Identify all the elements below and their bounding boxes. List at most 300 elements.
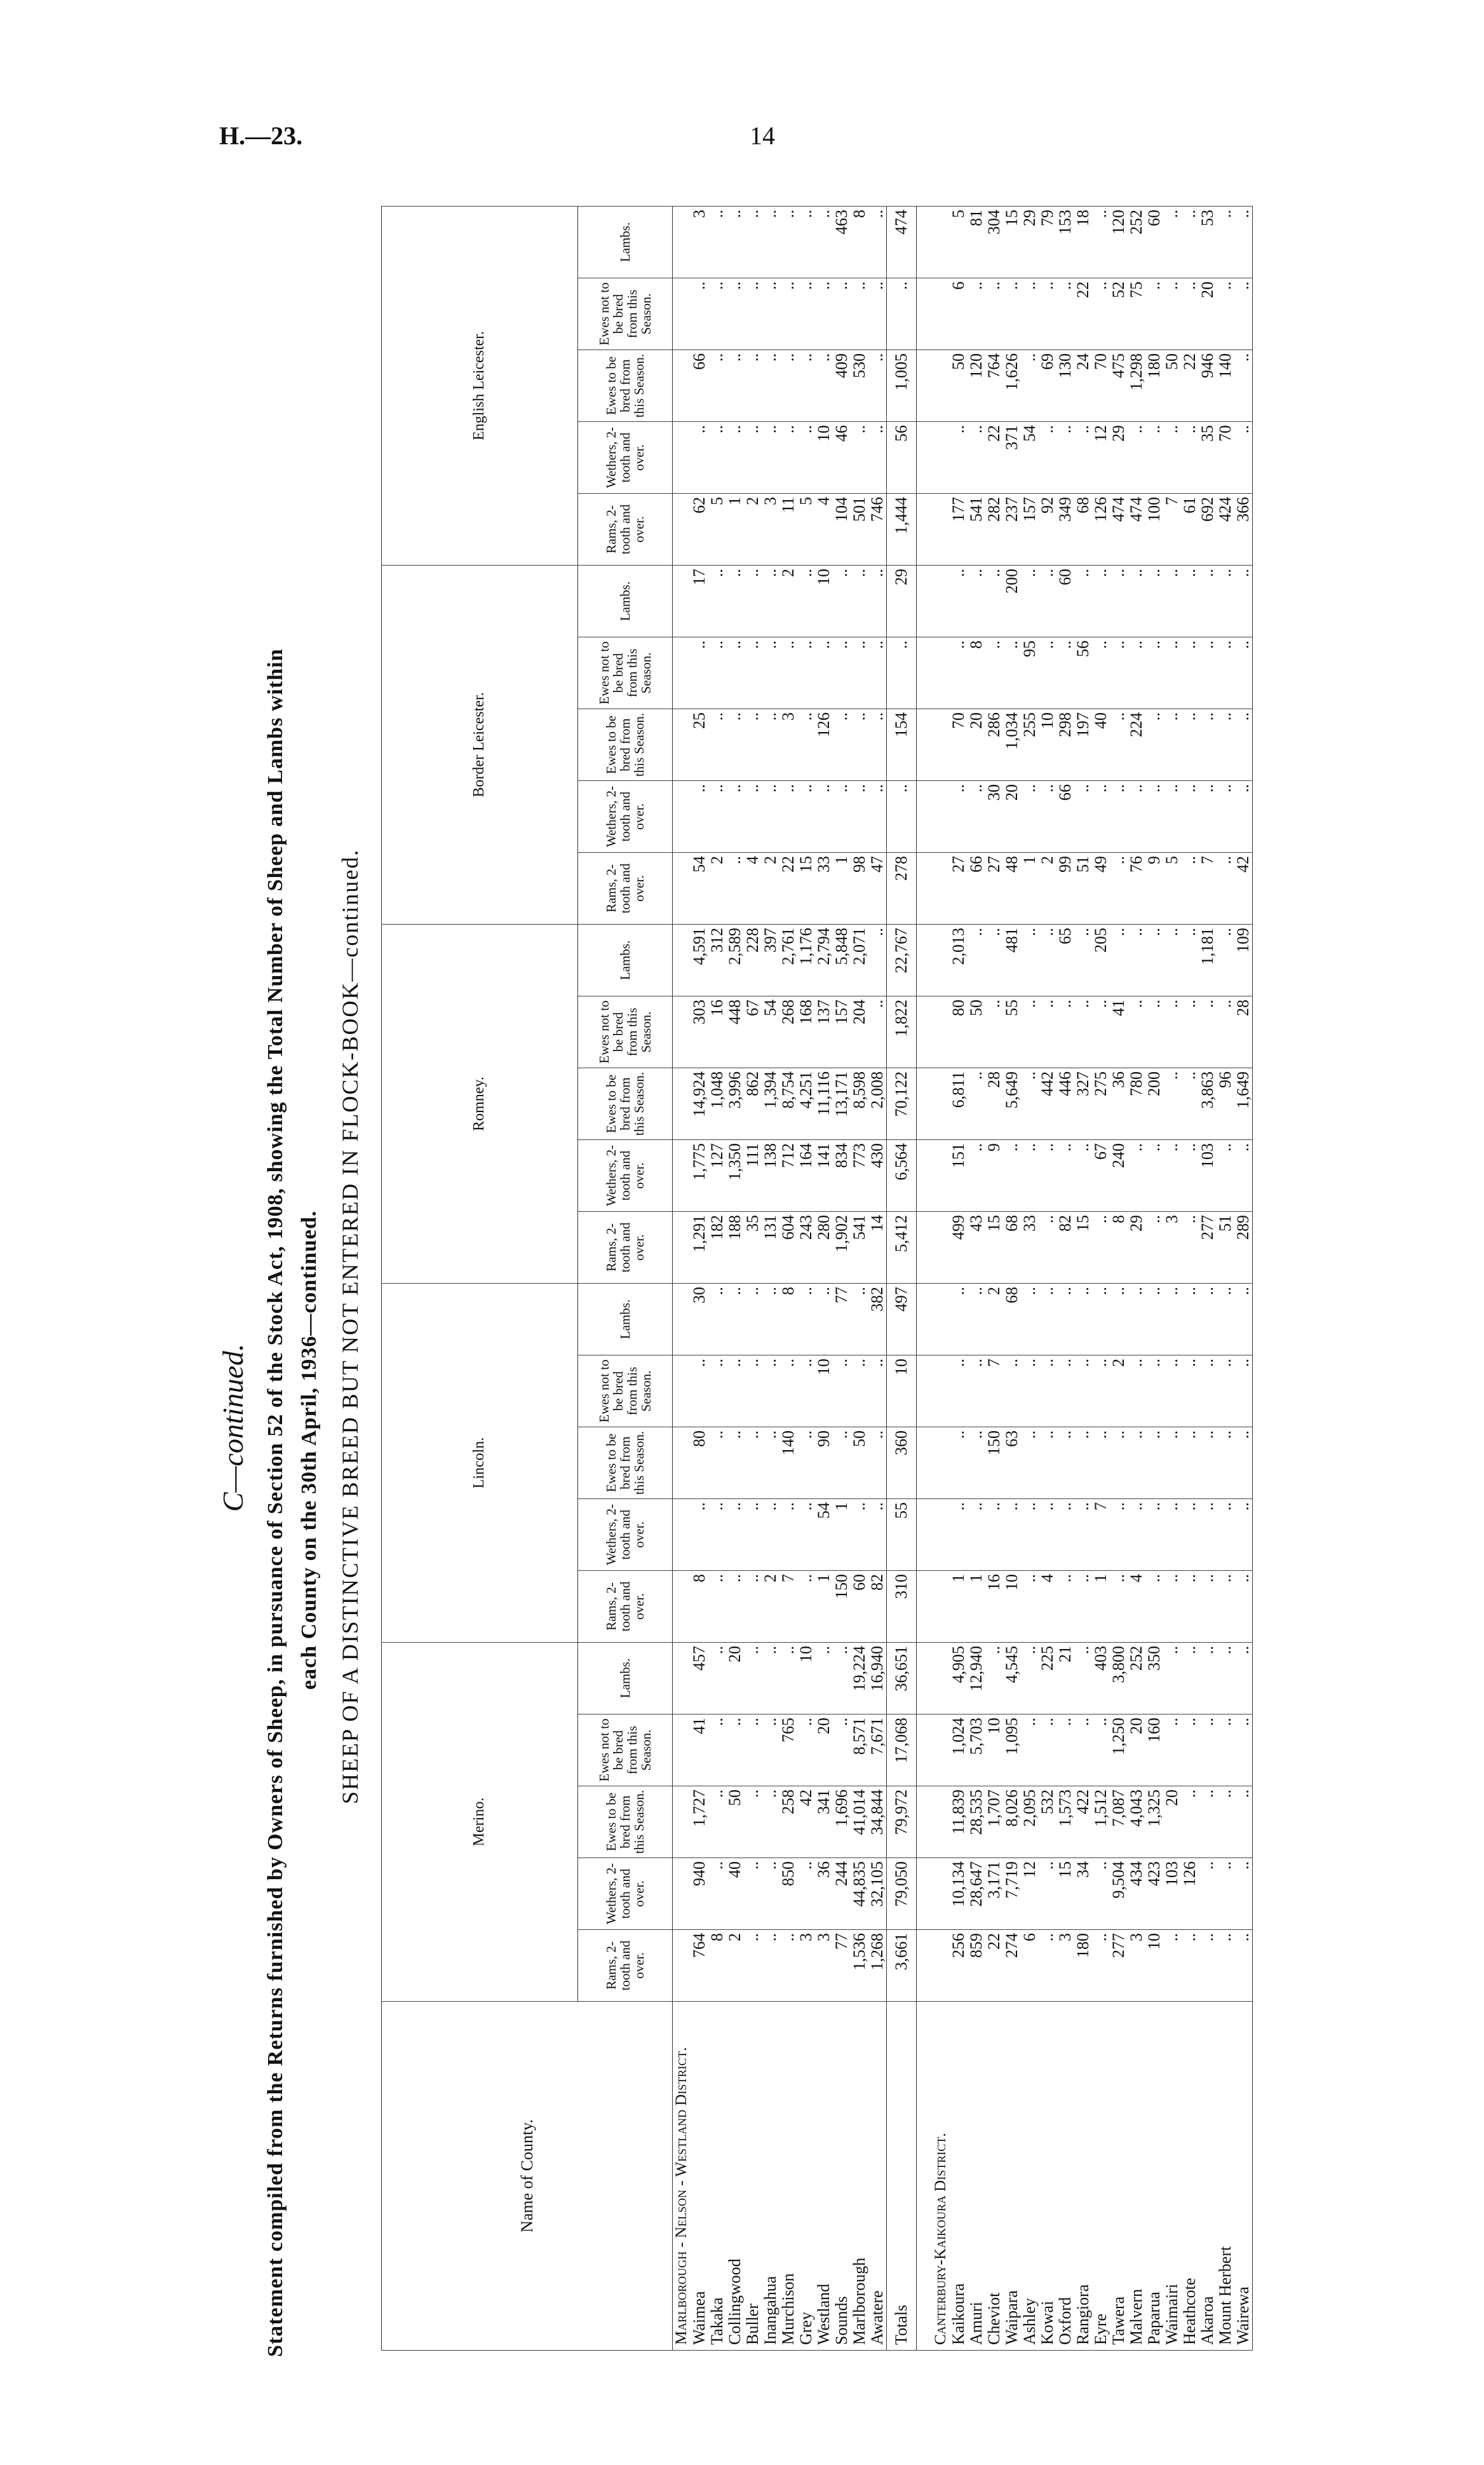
table-cell: .. (762, 1284, 779, 1355)
section-title: C—continued. (217, 1343, 249, 1512)
table-cell: .. (1181, 925, 1199, 996)
empty-cell (917, 1355, 933, 1427)
empty-cell (932, 1284, 950, 1355)
table-cell: 1,707 (985, 1786, 1003, 1858)
table-cell: 12 (1092, 422, 1110, 494)
table-row (1199, 207, 1217, 2351)
county-name: Eyre (1092, 2002, 1110, 2351)
table-cell: 6,564 (887, 1140, 917, 1212)
table-cell: .. (868, 422, 887, 494)
table-cell: .. (797, 1355, 815, 1427)
table-cell: .. (1217, 1786, 1234, 1858)
table-cell: 1,649 (1234, 1068, 1253, 1140)
table-cell: 448 (726, 996, 744, 1068)
table-cell: .. (708, 781, 726, 853)
table-cell: 61 (1181, 494, 1199, 566)
table-cell: .. (1181, 207, 1199, 278)
table-cell: 127 (708, 1140, 726, 1212)
column-subheader: Wethers, 2-tooth and over. (578, 781, 673, 853)
table-cell: 180 (1145, 350, 1163, 422)
table-cell: 1,696 (833, 1786, 851, 1858)
table-cell: 33 (1021, 1212, 1039, 1284)
table-cell: .. (726, 1284, 744, 1355)
table-cell: .. (691, 637, 708, 709)
table-cell: .. (1074, 781, 1092, 853)
table-cell: 16,940 (868, 1643, 887, 1715)
table-cell: 2 (744, 494, 762, 566)
column-subheader: Ewes not to be bred from this Season. (578, 1355, 673, 1427)
column-subheader: Ewes not to be bred from this Season. (578, 637, 673, 709)
table-cell: 7,719 (1003, 1858, 1021, 1930)
table-cell: 463 (833, 207, 851, 278)
table-cell: 8 (779, 1284, 797, 1355)
table-cell: .. (1181, 1786, 1199, 1858)
table-cell: 60 (1056, 566, 1074, 637)
table-cell: .. (1163, 637, 1181, 709)
district-name: Canterbury-Kaikoura District. (932, 2002, 950, 2351)
table-row (779, 207, 797, 2351)
county-name: Sounds (833, 2002, 851, 2351)
table-row (1039, 207, 1056, 2351)
empty-cell (932, 1355, 950, 1427)
table-cell: 3,863 (1199, 1068, 1217, 1140)
table-cell: .. (1181, 1427, 1199, 1499)
sheep-table-wrapper (381, 206, 1253, 2351)
empty-cell (932, 1427, 950, 1499)
county-name: Cheviot (985, 2002, 1003, 2351)
table-cell: .. (1110, 637, 1128, 709)
county-name: Waipara (1003, 2002, 1021, 2351)
empty-cell (673, 1427, 691, 1499)
table-cell: 7 (779, 1571, 797, 1643)
table-cell: 68 (1074, 494, 1092, 566)
table-cell: 10,134 (950, 1858, 968, 1930)
table-cell: .. (1181, 1571, 1199, 1643)
table-cell: .. (1217, 853, 1234, 925)
table-cell: 541 (851, 1212, 868, 1284)
table-cell: .. (1217, 566, 1234, 637)
empty-cell (932, 925, 950, 996)
table-cell: 371 (1003, 422, 1021, 494)
table-cell: .. (744, 207, 762, 278)
table-cell: .. (1056, 1715, 1074, 1786)
table-cell: .. (1074, 1140, 1092, 1212)
table-cell: .. (797, 781, 815, 853)
table-cell: 154 (887, 709, 917, 781)
table-cell: 40 (726, 1858, 744, 1930)
table-cell: .. (950, 637, 968, 709)
table-cell: .. (1234, 1715, 1253, 1786)
table-cell: 126 (815, 709, 833, 781)
table-cell: 244 (833, 1858, 851, 1930)
table-cell: .. (1234, 207, 1253, 278)
county-name: Mount Herbert (1217, 2002, 1234, 2351)
table-cell: 34,844 (868, 1786, 887, 1858)
empty-cell (917, 1212, 933, 1284)
table-cell: .. (1199, 1499, 1217, 1571)
table-cell: 1 (815, 1571, 833, 1643)
table-cell: 327 (1074, 1068, 1092, 1140)
table-cell: 8 (1110, 1212, 1128, 1284)
table-cell: 4,905 (950, 1643, 968, 1715)
table-cell: .. (868, 207, 887, 278)
table-cell: 1,512 (1092, 1786, 1110, 1858)
table-cell: .. (1128, 1355, 1145, 1427)
empty-cell (673, 1930, 691, 2002)
table-cell: .. (1234, 350, 1253, 422)
empty-cell (932, 1930, 950, 2002)
table-cell: .. (1092, 278, 1110, 350)
table-cell: 424 (1217, 494, 1234, 566)
table-cell: .. (691, 1499, 708, 1571)
table-cell: .. (1181, 853, 1199, 925)
table-cell: 120 (968, 350, 985, 422)
table-cell: .. (815, 781, 833, 853)
table-cell: 1,536 (851, 1930, 868, 2002)
table-cell: 481 (1003, 925, 1021, 996)
table-cell: 200 (1003, 566, 1021, 637)
county-name: Waimairi (1163, 2002, 1181, 2351)
table-cell: .. (762, 1715, 779, 1786)
column-subheader: Ewes to be bred from this Season. (578, 709, 673, 781)
table-cell: .. (1163, 278, 1181, 350)
table-cell: .. (815, 637, 833, 709)
table-cell: .. (797, 350, 815, 422)
table-cell: .. (762, 207, 779, 278)
table-cell: .. (797, 1858, 815, 1930)
empty-cell (932, 996, 950, 1068)
empty-cell (673, 350, 691, 422)
table-cell: 5,412 (887, 1212, 917, 1284)
table-cell: 8,571 (851, 1715, 868, 1786)
table-cell: .. (797, 1571, 815, 1643)
table-cell: .. (1234, 1571, 1253, 1643)
district-row (932, 207, 950, 2351)
table-cell: 5 (1163, 853, 1181, 925)
table-cell: 75 (1128, 278, 1145, 350)
table-cell: 96 (1217, 1068, 1234, 1140)
table-cell: 33 (815, 853, 833, 925)
table-cell: 77 (833, 1284, 851, 1355)
table-cell: .. (833, 1355, 851, 1427)
table-cell: .. (1217, 1858, 1234, 1930)
table-cell: 22 (1181, 350, 1199, 422)
county-name: Grey (797, 2002, 815, 2351)
table-cell: .. (1110, 925, 1128, 996)
table-cell: .. (779, 1930, 797, 2002)
empty-cell (673, 422, 691, 494)
table-cell: .. (1056, 278, 1074, 350)
empty-cell (917, 1643, 933, 1715)
table-cell: 103 (1163, 1858, 1181, 1930)
table-cell: .. (726, 350, 744, 422)
table-cell: .. (968, 422, 985, 494)
table-cell: .. (1021, 1715, 1039, 1786)
table-cell: .. (744, 1355, 762, 1427)
table-cell: .. (1074, 1427, 1092, 1499)
table-cell: 3 (1163, 1212, 1181, 1284)
table-cell: 3 (762, 494, 779, 566)
table-cell: .. (1056, 1355, 1074, 1427)
table-cell: 7 (1092, 1499, 1110, 1571)
table-cell: .. (726, 1715, 744, 1786)
table-cell: 151 (950, 1140, 968, 1212)
table-cell: .. (1074, 1284, 1092, 1355)
table-cell: .. (968, 566, 985, 637)
table-cell: 3 (691, 207, 708, 278)
table-cell: 22 (779, 853, 797, 925)
table-cell: 70 (950, 709, 968, 781)
table-cell: .. (985, 278, 1003, 350)
table-cell: 9,504 (1110, 1858, 1128, 1930)
table-cell: .. (851, 709, 868, 781)
table-cell: 530 (851, 350, 868, 422)
table-cell: .. (1181, 1643, 1199, 1715)
county-name: Buller (744, 2002, 762, 2351)
table-cell: .. (1074, 1355, 1092, 1427)
table-cell: .. (985, 637, 1003, 709)
table-cell: 304 (985, 207, 1003, 278)
table-cell: .. (1181, 996, 1199, 1068)
table-cell: 3 (797, 1930, 815, 2002)
table-cell: 10 (1003, 1571, 1021, 1643)
table-cell: 1,902 (833, 1212, 851, 1284)
table-cell: 225 (1039, 1643, 1056, 1715)
table-cell: 457 (691, 1643, 708, 1715)
table-cell: 68 (1003, 1284, 1021, 1355)
table-cell: 3,171 (985, 1858, 1003, 1930)
column-subheader: Rams, 2-tooth and over. (578, 494, 673, 566)
table-cell: 28,535 (968, 1786, 985, 1858)
table-cell: .. (1039, 1427, 1056, 1499)
table-cell: .. (744, 781, 762, 853)
table-cell: .. (726, 207, 744, 278)
table-cell: .. (1128, 996, 1145, 1068)
table-cell: 422 (1074, 1786, 1092, 1858)
empty-cell (917, 1284, 933, 1355)
table-cell: .. (1110, 1427, 1128, 1499)
empty-cell (917, 1715, 933, 1786)
column-subheader: Rams, 2-tooth and over. (578, 1571, 673, 1643)
table-cell: .. (968, 278, 985, 350)
empty-cell (917, 422, 933, 494)
breed-header: Border Leicester. (382, 566, 578, 925)
county-name: Tawera (1110, 2002, 1128, 2351)
table-cell: .. (708, 1499, 726, 1571)
table-cell: 49 (1092, 853, 1110, 925)
table-cell: 6 (950, 278, 968, 350)
table-cell: 30 (691, 1284, 708, 1355)
table-cell: .. (985, 1499, 1003, 1571)
table-cell: .. (1181, 278, 1199, 350)
table-cell: 200 (1145, 1068, 1163, 1140)
table-cell: 7,087 (1110, 1786, 1128, 1858)
table-cell: .. (968, 1499, 985, 1571)
table-cell: .. (1163, 996, 1181, 1068)
table-cell: 9 (985, 1140, 1003, 1212)
table-cell: 850 (779, 1858, 797, 1930)
table-cell: 6 (1021, 1930, 1039, 2002)
table-cell: 10 (815, 422, 833, 494)
table-cell: 277 (1110, 1930, 1128, 2002)
table-cell: 1,626 (1003, 350, 1021, 422)
table-cell: .. (1074, 422, 1092, 494)
table-cell: .. (1163, 566, 1181, 637)
table-row (1021, 207, 1039, 2351)
table-cell: 4,545 (1003, 1643, 1021, 1715)
table-cell: 15 (1056, 1858, 1074, 1930)
empty-cell (932, 1212, 950, 1284)
table-cell: 70 (1092, 350, 1110, 422)
table-cell: 104 (833, 494, 851, 566)
empty-cell (917, 853, 933, 925)
table-row (1074, 207, 1092, 2351)
table-cell: 19,224 (851, 1643, 868, 1715)
county-name: Wairewa (1234, 2002, 1253, 2351)
table-cell: .. (1039, 422, 1056, 494)
table-cell: 10 (1145, 1930, 1163, 2002)
table-cell: 2,071 (851, 925, 868, 996)
table-cell: 350 (1145, 1643, 1163, 1715)
table-cell: 5 (797, 494, 815, 566)
table-cell: 282 (985, 494, 1003, 566)
table-cell: 70 (1217, 422, 1234, 494)
table-cell: 21 (1056, 1643, 1074, 1715)
table-cell: .. (1199, 1715, 1217, 1786)
table-cell: .. (1217, 709, 1234, 781)
table-cell: .. (985, 566, 1003, 637)
empty-cell (673, 278, 691, 350)
table-cell: 442 (1039, 1068, 1056, 1140)
table-cell: 42 (797, 1786, 815, 1858)
column-subheader: Wethers, 2-tooth and over. (578, 1140, 673, 1212)
table-cell: 42 (1234, 853, 1253, 925)
table-cell: 237 (1003, 494, 1021, 566)
table-cell: .. (1163, 1140, 1181, 1212)
table-cell: .. (851, 1499, 868, 1571)
table-cell: .. (726, 781, 744, 853)
table-cell: .. (1181, 1499, 1199, 1571)
empty-cell (673, 1715, 691, 1786)
table-cell: 692 (1199, 494, 1217, 566)
table-cell: .. (985, 996, 1003, 1068)
table-cell: .. (1163, 1571, 1181, 1643)
table-cell: .. (1199, 1427, 1217, 1499)
empty-cell (917, 278, 933, 350)
table-cell: 252 (1128, 1643, 1145, 1715)
table-cell: 22 (1074, 278, 1092, 350)
table-cell: .. (797, 207, 815, 278)
table-cell: .. (1181, 1930, 1199, 2002)
table-cell: 140 (779, 1427, 797, 1499)
table-cell: .. (1234, 1284, 1253, 1355)
table-cell: .. (1145, 781, 1163, 853)
table-cell: 20 (1128, 1715, 1145, 1786)
county-name: Rangiora (1074, 2002, 1092, 2351)
table-cell: 126 (1181, 1858, 1199, 1930)
table-cell: .. (950, 566, 968, 637)
table-cell: .. (1110, 1284, 1128, 1355)
table-cell: .. (797, 709, 815, 781)
table-cell: 60 (851, 1571, 868, 1643)
empty-cell (673, 1571, 691, 1643)
table-cell: .. (797, 566, 815, 637)
table-cell: .. (708, 1643, 726, 1715)
table-cell: 138 (762, 1140, 779, 1212)
table-cell: .. (1092, 1284, 1110, 1355)
table-cell: 10 (815, 566, 833, 637)
table-cell: 2,794 (815, 925, 833, 996)
table-cell: .. (1163, 1427, 1181, 1499)
empty-cell (917, 637, 933, 709)
table-cell: .. (833, 1643, 851, 1715)
table-cell: 1,325 (1145, 1786, 1163, 1858)
table-cell: 56 (1074, 637, 1092, 709)
table-cell: .. (726, 566, 744, 637)
table-cell: 53 (1199, 207, 1217, 278)
table-cell: .. (779, 1499, 797, 1571)
table-cell: 5 (950, 207, 968, 278)
table-cell: 5 (708, 494, 726, 566)
table-cell: 180 (1074, 1930, 1092, 2002)
table-cell: 34 (1074, 1858, 1092, 1930)
table-cell: 51 (1074, 853, 1092, 925)
table-cell: .. (708, 1355, 726, 1427)
column-subheader: Rams, 2-tooth and over. (578, 1212, 673, 1284)
table-cell: 11,839 (950, 1786, 968, 1858)
table-cell: 27 (950, 853, 968, 925)
empty-cell (917, 1858, 933, 1930)
table-cell: 604 (779, 1212, 797, 1284)
table-cell: .. (815, 1284, 833, 1355)
table-cell: .. (1039, 925, 1056, 996)
table-cell: 8 (851, 207, 868, 278)
table-cell: .. (1074, 1571, 1092, 1643)
breed-header: English Leicester. (382, 207, 578, 566)
table-cell: .. (1092, 1212, 1110, 1284)
empty-cell (932, 422, 950, 494)
table-cell: 712 (779, 1140, 797, 1212)
table-cell: 255 (1021, 709, 1039, 781)
table-cell: 2 (779, 566, 797, 637)
table-cell: 13,171 (833, 1068, 851, 1140)
table-cell: 312 (708, 925, 726, 996)
empty-cell (673, 1858, 691, 1930)
empty-cell (932, 781, 950, 853)
table-cell: 859 (968, 1930, 985, 2002)
table-cell: .. (1074, 566, 1092, 637)
table-cell: 4 (744, 853, 762, 925)
empty-cell (673, 207, 691, 278)
table-cell: 5,703 (968, 1715, 985, 1786)
table-cell: .. (1217, 207, 1234, 278)
table-cell: 3,800 (1110, 1643, 1128, 1715)
table-cell: 474 (1128, 494, 1145, 566)
table-cell: .. (1163, 1715, 1181, 1786)
table-cell: .. (1234, 637, 1253, 709)
table-cell: 10 (985, 1715, 1003, 1786)
table-cell: 532 (1039, 1786, 1056, 1858)
table-cell: .. (887, 637, 917, 709)
table-cell: 47 (868, 853, 887, 925)
table-cell: .. (1021, 278, 1039, 350)
table-cell: .. (779, 207, 797, 278)
empty-cell (932, 853, 950, 925)
table-cell: 501 (851, 494, 868, 566)
table-cell: .. (1021, 1643, 1039, 1715)
table-cell: 1,444 (887, 494, 917, 566)
table-cell: .. (726, 1427, 744, 1499)
